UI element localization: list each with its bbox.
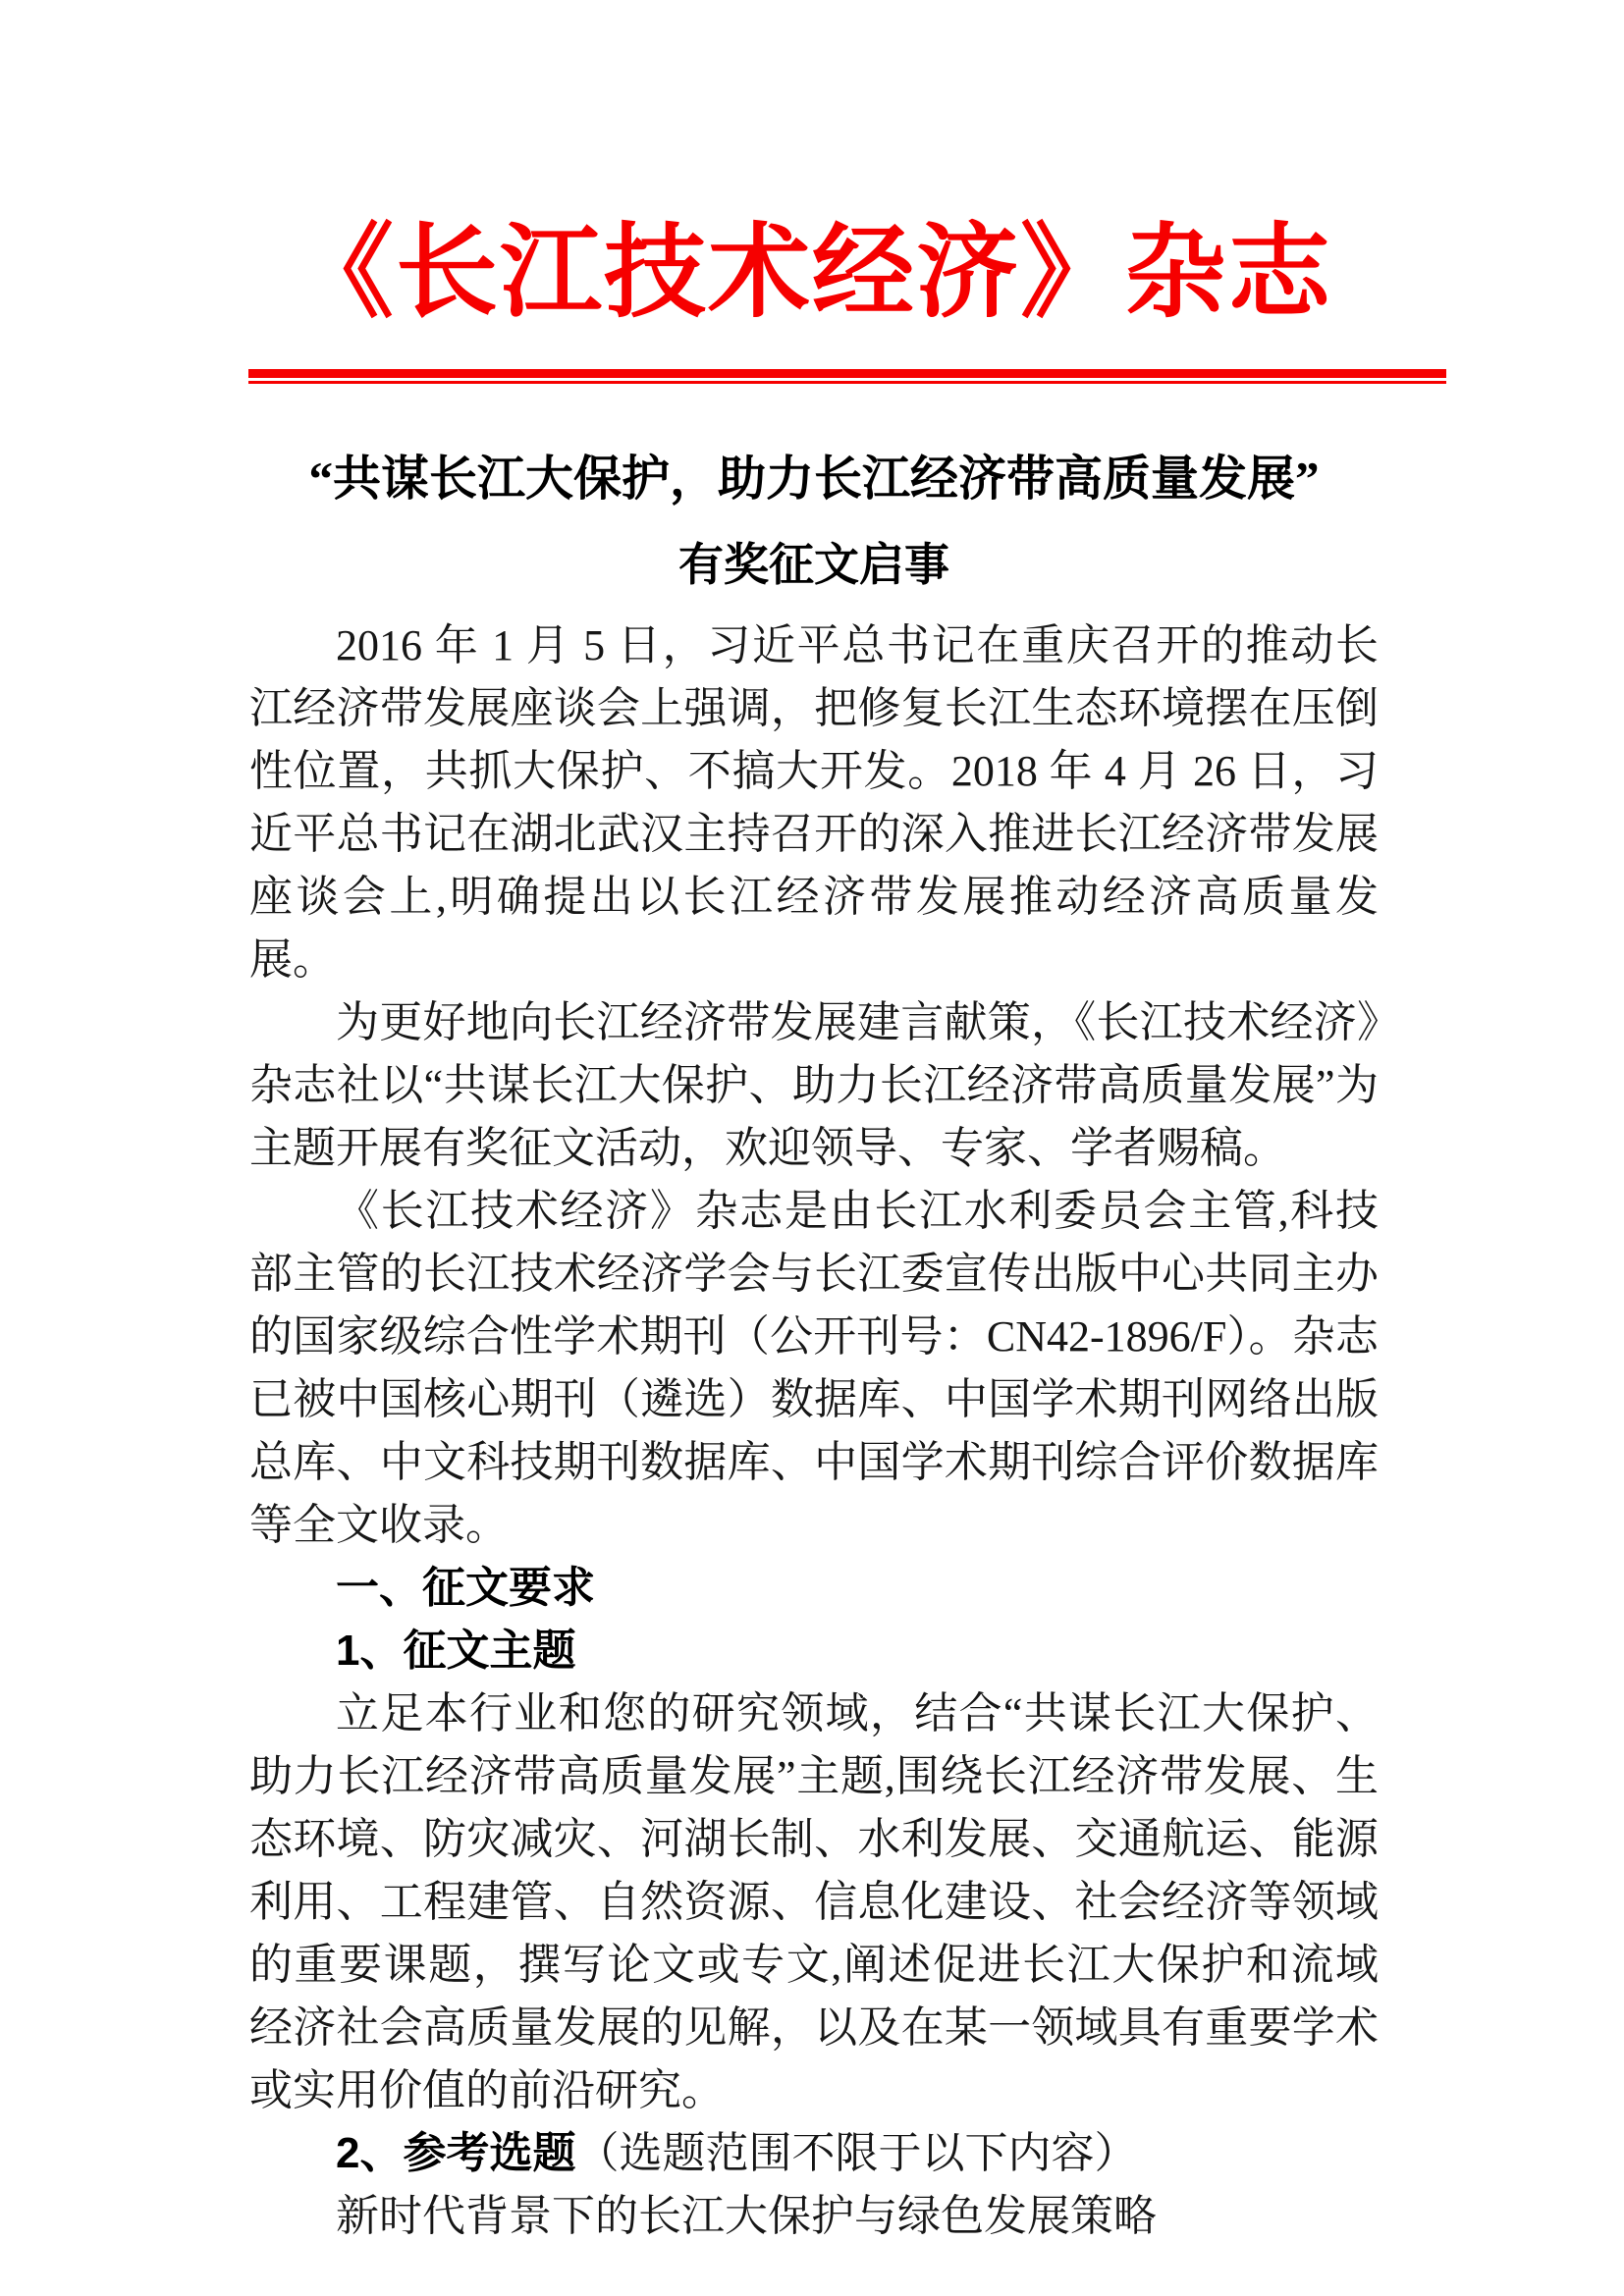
subsection-heading-topics: [249, 2122, 1379, 2185]
topic-item-1: 新时代背景下的长江大保护与绿色发展策略: [336, 2192, 1157, 2240]
paragraph-journal-intro: 《长江技术经济》杂志是由长江水利委员会主管,科技部主管的长江技术经济学会与长江委宣传出版中心共同主办的国家级综合性学术期刊（公开刊号：CN42-1896/F）。杂志已被中国核心期刊（遴选）数据库、中国学术期刊网络出版总库、中文科技期刊数据库、中国学术期刊综合评价数据库等全文收录。: [249, 1187, 1379, 1549]
masthead-divider: [248, 369, 1446, 384]
subsection-heading-topics-label: 2、参考选题: [336, 2129, 576, 2177]
divider-thick-line: [248, 369, 1446, 378]
subsection-heading-theme: 1、征文主题: [336, 1627, 576, 1675]
headline-theme: “共谋长江大保护，助力长江经济带高质量发展”: [308, 452, 1320, 506]
paragraph-background-2: 为更好地向长江经济带发展建言献策，《长江技术经济》杂志社以“共谋长江大保护、助力长江经济带高质量发展”为主题开展有奖征文活动，欢迎领导、专家、学者赐稿。: [249, 998, 1379, 1172]
masthead-title: 《长江技术经济》杂志: [291, 217, 1332, 330]
paragraph-theme-scope: 立足本行业和您的研究领域，结合“共谋长江大保护、助力长江经济带高质量发展”主题,围绕长江经济带发展、生态环境、防灾减灾、河湖长制、水利发展、交通航运、能源利用、工程建管、自然资源、信息化建设、社会经济等领域的重要课题，撰写论文或专文,阐述促进长江大保护和流域经济社会高质量发展的见解，以及在某一领域具有重要学术或实用价值的前沿研究。: [249, 1689, 1379, 2114]
paragraph-background-1: 2016 年 1 月 5 日，习近平总书记在重庆召开的推动长江经济带发展座谈会上强调，把修复长江生态环境摆在压倒性位置，共抓大保护、不搞大开发。2018 年 4 月 26 日，习近平总书记在湖北武汉主持召开的深入推进长江经济带发展座谈会上,明确提出以长江经济带发展推动经济高质量发展。: [249, 621, 1379, 984]
headline-subtitle: 有奖征文启事: [678, 540, 949, 590]
subsection-heading-topics-note: （选题范围不限于以下内容）: [575, 2129, 1138, 2177]
section-heading-requirements: 一、征文要求: [336, 1564, 595, 1612]
divider-thin-line: [248, 381, 1446, 384]
document-body: [249, 449, 1379, 2248]
body-blocks: [249, 614, 1379, 2248]
